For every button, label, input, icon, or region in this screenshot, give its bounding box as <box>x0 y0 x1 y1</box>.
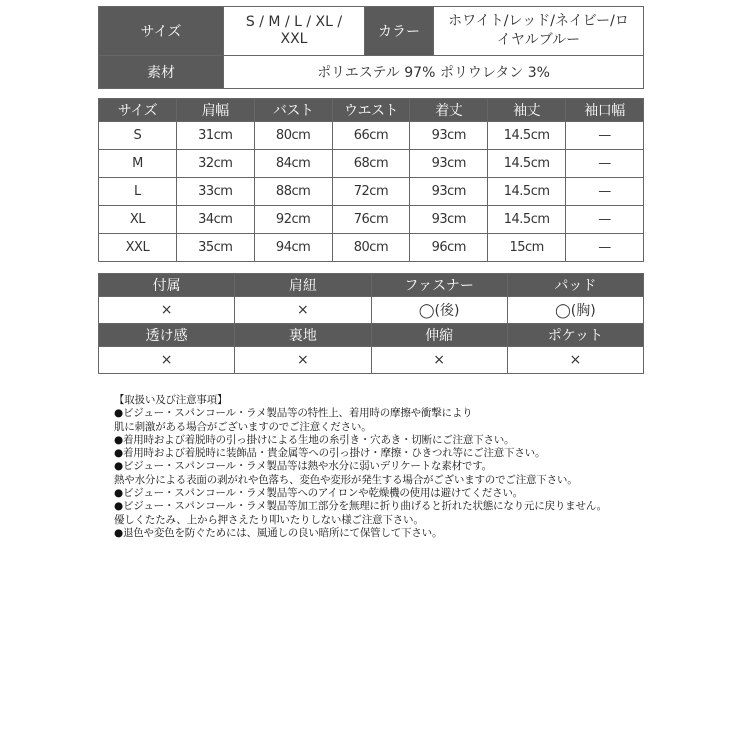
size-value-line1: S / M / L / XL / <box>245 14 343 30</box>
specs-value-row <box>99 297 644 324</box>
table-cell: XXL <box>99 234 177 262</box>
color-value-line1: ホワイト/レッド/ネイビー/ロ <box>448 13 629 29</box>
table-cell: 80cm <box>332 234 410 262</box>
table-cell: XL <box>99 206 177 234</box>
notes-heading: 【取扱い及び注意事項】 <box>114 394 228 406</box>
table-cell: 68cm <box>332 150 410 178</box>
note-line: ●ビジュー・スパンコール・ラメ製品等は熱や水分に弱いデリケートな素材です。 <box>114 460 492 473</box>
table-row <box>99 122 644 150</box>
table-cell: — <box>566 234 644 262</box>
table-cell: 96cm <box>410 234 488 262</box>
specs-value: × <box>99 347 235 374</box>
table-cell: 93cm <box>410 150 488 178</box>
size-chart-header: 袖口幅 <box>566 99 644 122</box>
table-cell: 72cm <box>332 178 410 206</box>
specs-table <box>98 273 644 374</box>
color-label: カラー <box>365 7 434 56</box>
table-cell: L <box>99 178 177 206</box>
table-cell: 93cm <box>410 206 488 234</box>
table-cell: 34cm <box>176 206 254 234</box>
specs-header: 肩紐 <box>235 274 371 297</box>
note-line: 優しくたたみ、上から押さえたり叩いたりしない様ご注意下さい。 <box>114 513 424 526</box>
size-chart-header: 着丈 <box>410 99 488 122</box>
note-line: ●ビジュー・スパンコール・ラメ製品等へのアイロンや乾燥機の使用は避けてください。 <box>114 487 523 500</box>
table-cell: 31cm <box>176 122 254 150</box>
table-cell: 14.5cm <box>488 122 566 150</box>
size-chart-header: 肩幅 <box>176 99 254 122</box>
table-cell: 14.5cm <box>488 206 566 234</box>
table-cell: 15cm <box>488 234 566 262</box>
specs-value: × <box>235 297 371 324</box>
specs-header: 裏地 <box>235 324 371 347</box>
table-cell: 14.5cm <box>488 150 566 178</box>
material-value: ポリエステル 97% ポリウレタン 3% <box>224 56 644 89</box>
table-cell: 84cm <box>254 150 332 178</box>
table-row <box>99 150 644 178</box>
size-value-line2: XXL <box>280 31 308 47</box>
table-cell: 80cm <box>254 122 332 150</box>
table-row <box>99 178 644 206</box>
table-cell: 93cm <box>410 122 488 150</box>
note-line: ●着用時および着脱時に装飾品・貴金属等への引っ掛け・摩擦・ひきつれ等にご注意下さい。 <box>114 447 546 460</box>
specs-header: パッド <box>507 274 643 297</box>
specs-value: ◯(胸) <box>507 297 643 324</box>
table-cell: — <box>566 206 644 234</box>
specs-header: 透け感 <box>99 324 235 347</box>
note-line: 肌に刺激がある場合がございますのでご注意ください。 <box>114 420 372 433</box>
specs-header-row <box>99 274 644 297</box>
material-label: 素材 <box>99 56 224 89</box>
specs-header-row <box>99 324 644 347</box>
size-chart-header-row <box>99 99 644 122</box>
specs-header: ポケット <box>507 324 643 347</box>
table-cell: — <box>566 178 644 206</box>
specs-value: × <box>507 347 643 374</box>
note-line: ●退色や変色を防ぐためには、風通しの良い暗所にて保管して下さい。 <box>114 526 443 539</box>
table-cell: 14.5cm <box>488 178 566 206</box>
size-chart-header: ウエスト <box>332 99 410 122</box>
care-notes <box>114 394 714 540</box>
size-label: サイズ <box>99 7 224 56</box>
table-cell: — <box>566 122 644 150</box>
size-value <box>224 7 365 56</box>
specs-header: 付属 <box>99 274 235 297</box>
color-value-line2: イヤルブルー <box>496 32 581 48</box>
note-line: 熱や水分による表面の剥がれや色落ち、変色や変形が発生する場合がございますのでご注意下さい。 <box>114 473 578 486</box>
table-cell: 88cm <box>254 178 332 206</box>
specs-value: × <box>371 347 507 374</box>
table-cell: 92cm <box>254 206 332 234</box>
table-row <box>99 234 644 262</box>
note-line: ●ビジュー・スパンコール・ラメ製品等加工部分を無理に折り曲げると折れた状態になり元に戻りません。 <box>114 500 607 513</box>
table-cell: M <box>99 150 177 178</box>
table-cell: 35cm <box>176 234 254 262</box>
table-cell: 76cm <box>332 206 410 234</box>
table-cell: 32cm <box>176 150 254 178</box>
table-cell: 93cm <box>410 178 488 206</box>
specs-value: ◯(後) <box>371 297 507 324</box>
table-cell: 33cm <box>176 178 254 206</box>
specs-value: × <box>99 297 235 324</box>
table-cell: 94cm <box>254 234 332 262</box>
size-chart-header: サイズ <box>99 99 177 122</box>
table-cell: S <box>99 122 177 150</box>
specs-header: 伸縮 <box>371 324 507 347</box>
size-chart-header: バスト <box>254 99 332 122</box>
table-row <box>99 206 644 234</box>
note-line: ●ビジュー・スパンコール・ラメ製品等の特性上、着用時の摩擦や衝撃により <box>114 407 473 420</box>
table-cell: — <box>566 150 644 178</box>
specs-value-row <box>99 347 644 374</box>
size-chart-table <box>98 98 644 262</box>
specs-value: × <box>235 347 371 374</box>
size-chart-header: 袖丈 <box>488 99 566 122</box>
product-info-table <box>98 6 644 89</box>
table-cell: 66cm <box>332 122 410 150</box>
color-value <box>434 7 644 56</box>
specs-header: ファスナー <box>371 274 507 297</box>
note-line: ●着用時および着脱時の引っ掛けによる生地の糸引き・穴あき・切断にご注意下さい。 <box>114 433 515 446</box>
